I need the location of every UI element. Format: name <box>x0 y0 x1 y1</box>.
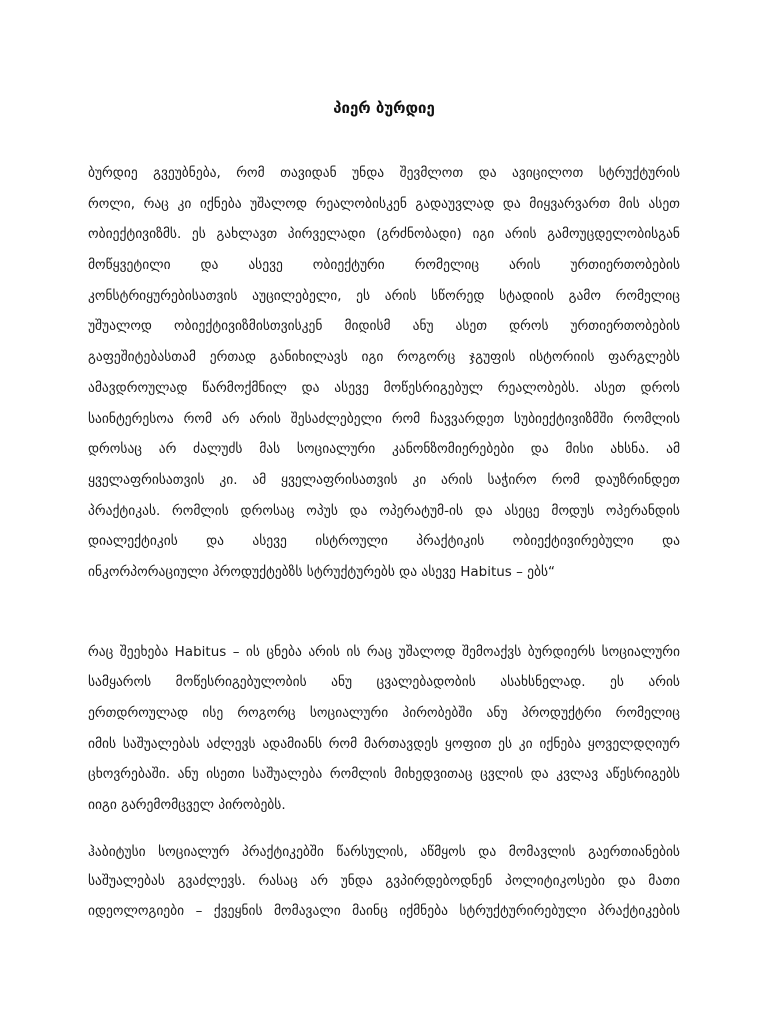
text-line: ინკორპორაციული პროდუქტებზს სტრუქტურებს და ასევე Habitus – ებს“ <box>88 563 556 580</box>
text-line: მოწყვეტილი და ასევე ობიექტური რომელიც არის ურთიერთობების <box>88 257 680 274</box>
text-line: ყველაფრისათვის კი. ამ ყველაფრისათვის კი არის საჭირო რომ დაუზრინდეთ <box>88 471 680 488</box>
paragraph-3 <box>88 838 680 927</box>
text-line: რაც შეეხება Habitus – ის ცნება არის ის რაც უშალოდ შემოაქვს ბურდიერს სოციალური <box>88 643 680 660</box>
text-line: დროსაც არ ძალუძს მას სოციალური კანონზომიერებები და მისი ახსნა. ამ <box>88 441 680 458</box>
text-line: როლი, რაც კი იქნება უშალოდ რეალობისკენ გადაუვლად და მიყვარვართ მის ასეთ <box>88 195 680 212</box>
text-line: იდეოლოგიები – ქვეყნის მომავალი მაინც იქმნება სტრუქტურირებული პრაქტიკების <box>88 902 680 919</box>
paragraph-2 <box>88 637 680 821</box>
text-line: უშუალოდ ობიექტივიზმისთვისკენ მიდისმ ანუ ასეთ დროს ურთიერთობების <box>88 318 680 335</box>
text-line: იმის საშუალებას აძლევს ადამიანს რომ მართავდეს ყოფით ეს კი იქნება ყოველდღიურ <box>88 735 680 752</box>
text-line: ერთდროულად ისე როგორც სოციალური პირობებში ანუ პროდუქტრი რომელიც <box>88 705 680 721</box>
text-line: იიგი გარემომცველ პირობებს. <box>88 797 286 814</box>
text-line: ობიექტივიზმს. ეს გახლავთ პირველადი (გრძნობადი) იგი არის გამოუცდელობისგან <box>88 226 680 243</box>
text-line: დიალექტიკის და ასევე ისტროული პრაქტიკის ობიექტივირებული და <box>88 533 680 550</box>
text-line: გაფეშიტებასთამ ერთად განიხილავს იგი როგორც ჯგუფის ისტორიის ფარგლებს <box>88 349 680 366</box>
document-body <box>88 158 680 927</box>
text-line: ამავდროულად წარმოქმნილ და ასევე მოწესრიგებულ რეალობებს. ასეთ დროს <box>88 379 680 396</box>
text-line: ჰაბიტუსი სოციალურ პრაქტიკებში წარსულის, აწმყოს და მომავლის გაერთიანების <box>88 843 680 860</box>
text-line: სამყაროს მოწესრიგებულობის ანუ ცვალებადობის ასახსნელად. ეს არის <box>88 674 680 691</box>
text-line: საინტერესოა რომ არ არის შესაძლებელი რომ ჩავვარდეთ სუბიექტივიზმში რომლის <box>88 410 680 427</box>
text-line: ბურდიე გვეუბნება, რომ თავიდან უნდა შევმლოთ და ავიცილოთ სტრუქტურის <box>88 165 680 181</box>
document-title: პიერ ბურდიე <box>333 99 435 117</box>
text-line: პრაქტიკას. რომლის დროსაც ოპუს და ოპერატუმ-ის და ასეცე მოდუს ოპერანდის <box>88 502 680 519</box>
text-line: კონსტრიყურებისათვის აუცილებელი, ეს არის სწორედ სტადიის გამო რომელიც <box>88 287 680 304</box>
text-line: ცხოვრებაში. ანუ ისეთი საშუალება რომლის მიხედვითაც ცვლის და კვლავ აწესრიგებს <box>88 766 680 783</box>
text-line: საშუალებას გვაძლევს. რასაც არ უნდა გვპირდებოდნენ პოლიტიკოსები და მათი <box>88 873 680 890</box>
paragraph-1 <box>88 158 680 588</box>
